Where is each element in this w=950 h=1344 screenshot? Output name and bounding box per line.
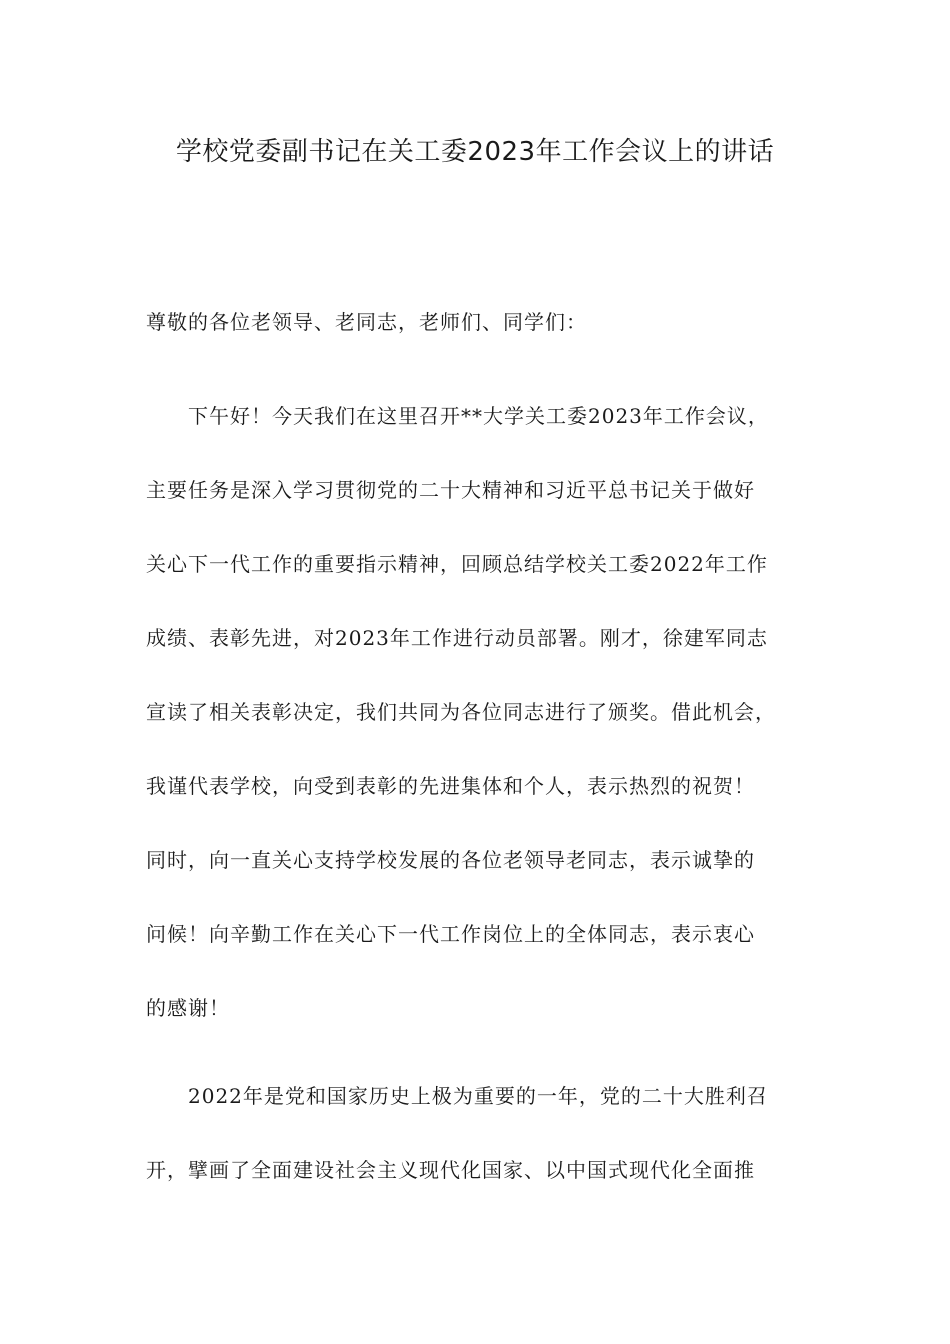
document-title: 学校党委副书记在关工委2023年工作会议上的讲话	[175, 137, 775, 167]
greeting-text: 尊敬的各位老领导、老同志，老师们、同学们：	[146, 310, 587, 334]
paragraph-line: 关心下一代工作的重要指示精神，回顾总结学校关工委2022年工作	[146, 552, 768, 576]
paragraph-line: 主要任务是深入学习贯彻党的二十大精神和习近平总书记关于做好	[146, 478, 755, 502]
greeting-line	[146, 285, 806, 359]
paragraph-line: 问候！向辛勤工作在关心下一代工作岗位上的全体同志，表示衷心	[146, 922, 755, 946]
paragraph-line: 2022年是党和国家历史上极为重要的一年，党的二十大胜利召	[188, 1084, 768, 1108]
paragraph-line: 开，擘画了全面建设社会主义现代化国家、以中国式现代化全面推	[146, 1158, 755, 1182]
paragraph-line: 宣读了相关表彰决定，我们共同为各位同志进行了颁奖。借此机会，	[146, 700, 776, 724]
paragraph-spacer	[146, 1045, 806, 1059]
paragraph-line: 下午好！今天我们在这里召开**大学关工委2023年工作会议，	[188, 404, 769, 428]
paragraph-line: 我谨代表学校，向受到表彰的先进集体和个人，表示热烈的祝贺！	[146, 774, 755, 798]
paragraph-2	[146, 1059, 806, 1207]
paragraph-1	[146, 379, 806, 1045]
paragraph-line: 成绩、表彰先进，对2023年工作进行动员部署。刚才，徐建军同志	[146, 626, 768, 650]
document-body	[146, 285, 806, 1207]
paragraph-line: 的感谢！	[146, 996, 230, 1020]
paragraph-line: 同时，向一直关心支持学校发展的各位老领导老同志，表示诚挚的	[146, 848, 755, 872]
